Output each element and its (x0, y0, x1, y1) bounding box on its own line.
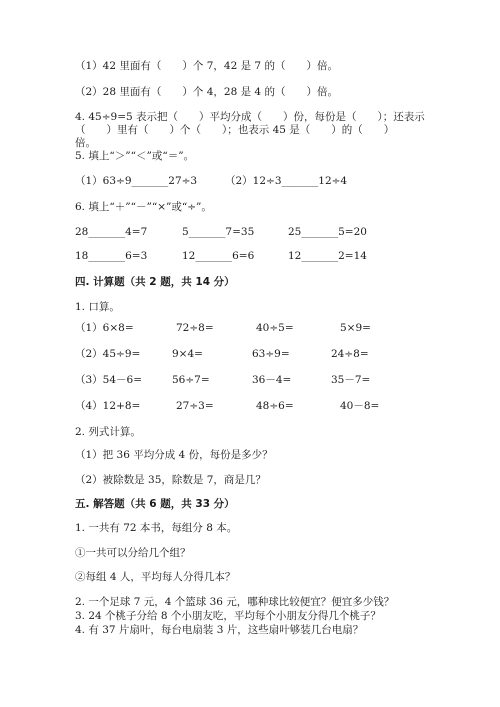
question-6-title: 6. 填上“＋”“－”“×”或“÷”。 (75, 201, 212, 213)
problem-1-part-2: ②每组 4 人，平均每人分得几本？ (75, 571, 236, 583)
question-3-2: （2）28 里面有（ ）个 4，28 是 4 的（ ）倍。 (75, 86, 338, 98)
question-6-item: 18_______6=3 (75, 250, 148, 262)
question-6-item: 5_______7=35 (182, 226, 255, 238)
oral-calc-item: 63÷9= (252, 348, 290, 360)
question-4-line-2: （ ）里有（ ）个（ ）；也表示 45 是（ ）的（ ） (75, 124, 395, 136)
question-4-line-1: 4. 45÷9=5 表示把（ ）平均分成（ ）份，每份是（ ）；还表示 (75, 111, 425, 123)
problem-4: 4. 有 37 片扇叶，每台电扇装 3 片，这些扇叶够装几台电扇？ (75, 624, 364, 636)
problem-2: 2. 一个足球 7 元，4 个篮球 36 元，哪种球比较便宜？便宜多少钱？ (75, 596, 395, 608)
problem-1-part-1: ①一共可以分给几个组？ (75, 547, 191, 559)
question-6-item: 12_______2=14 (288, 250, 367, 262)
oral-calc-item: （4）12+8= (75, 400, 141, 412)
question-6-item: 12_______6=6 (182, 250, 255, 262)
oral-calc-item: （1）6×8= (75, 322, 134, 334)
written-calc-title: 2. 列式计算。 (75, 426, 141, 438)
oral-calc-item: 9×4= (172, 348, 203, 360)
question-5-item-2: （2）12÷3_______12÷4 (225, 175, 348, 187)
oral-calc-item: 40－8= (340, 400, 380, 412)
oral-calc-item: 35－7= (331, 374, 371, 386)
section-5-heading: 五. 解答题（共 6 题，共 33 分） (75, 498, 235, 510)
oral-calc-item: 5×9= (340, 322, 371, 334)
oral-calc-title: 1. 口算。 (75, 301, 120, 313)
oral-calc-item: 72÷8= (176, 322, 214, 334)
question-5-title: 5. 填上“＞”“＜”或“＝”。 (75, 150, 195, 162)
oral-calc-item: （2）45÷9= (75, 348, 141, 360)
written-calc-item-1: （1）把 36 平均分成 4 份，每份是多少？ (75, 449, 273, 461)
question-4-line-3: 倍。 (75, 137, 96, 149)
oral-calc-item: 36－4= (252, 374, 292, 386)
section-4-heading: 四. 计算题（共 2 题，共 14 分） (75, 276, 235, 288)
oral-calc-item: （3）54－6= (75, 374, 143, 386)
question-3-1: （1）42 里面有（ ）个 7，42 是 7 的（ ）倍。 (75, 60, 338, 72)
oral-calc-item: 27÷3= (176, 400, 214, 412)
oral-calc-item: 48÷6= (256, 400, 294, 412)
question-5-item-1: （1）63÷9_______27÷3 (75, 175, 198, 187)
problem-1: 1. 一共有 72 本书，每组分 8 本。 (75, 522, 238, 534)
question-6-item: 25_______5=20 (288, 226, 367, 238)
oral-calc-item: 56÷7= (172, 374, 210, 386)
problem-3: 3. 24 个桃子分给 8 个小朋友吃，平均每个小朋友分得几个桃子？ (75, 610, 381, 622)
written-calc-item-2: （2）被除数是 35，除数是 7，商是几？ (75, 474, 266, 486)
oral-calc-item: 40÷5= (256, 322, 294, 334)
question-6-item: 28_______4=7 (75, 226, 148, 238)
oral-calc-item: 24÷8= (331, 348, 369, 360)
